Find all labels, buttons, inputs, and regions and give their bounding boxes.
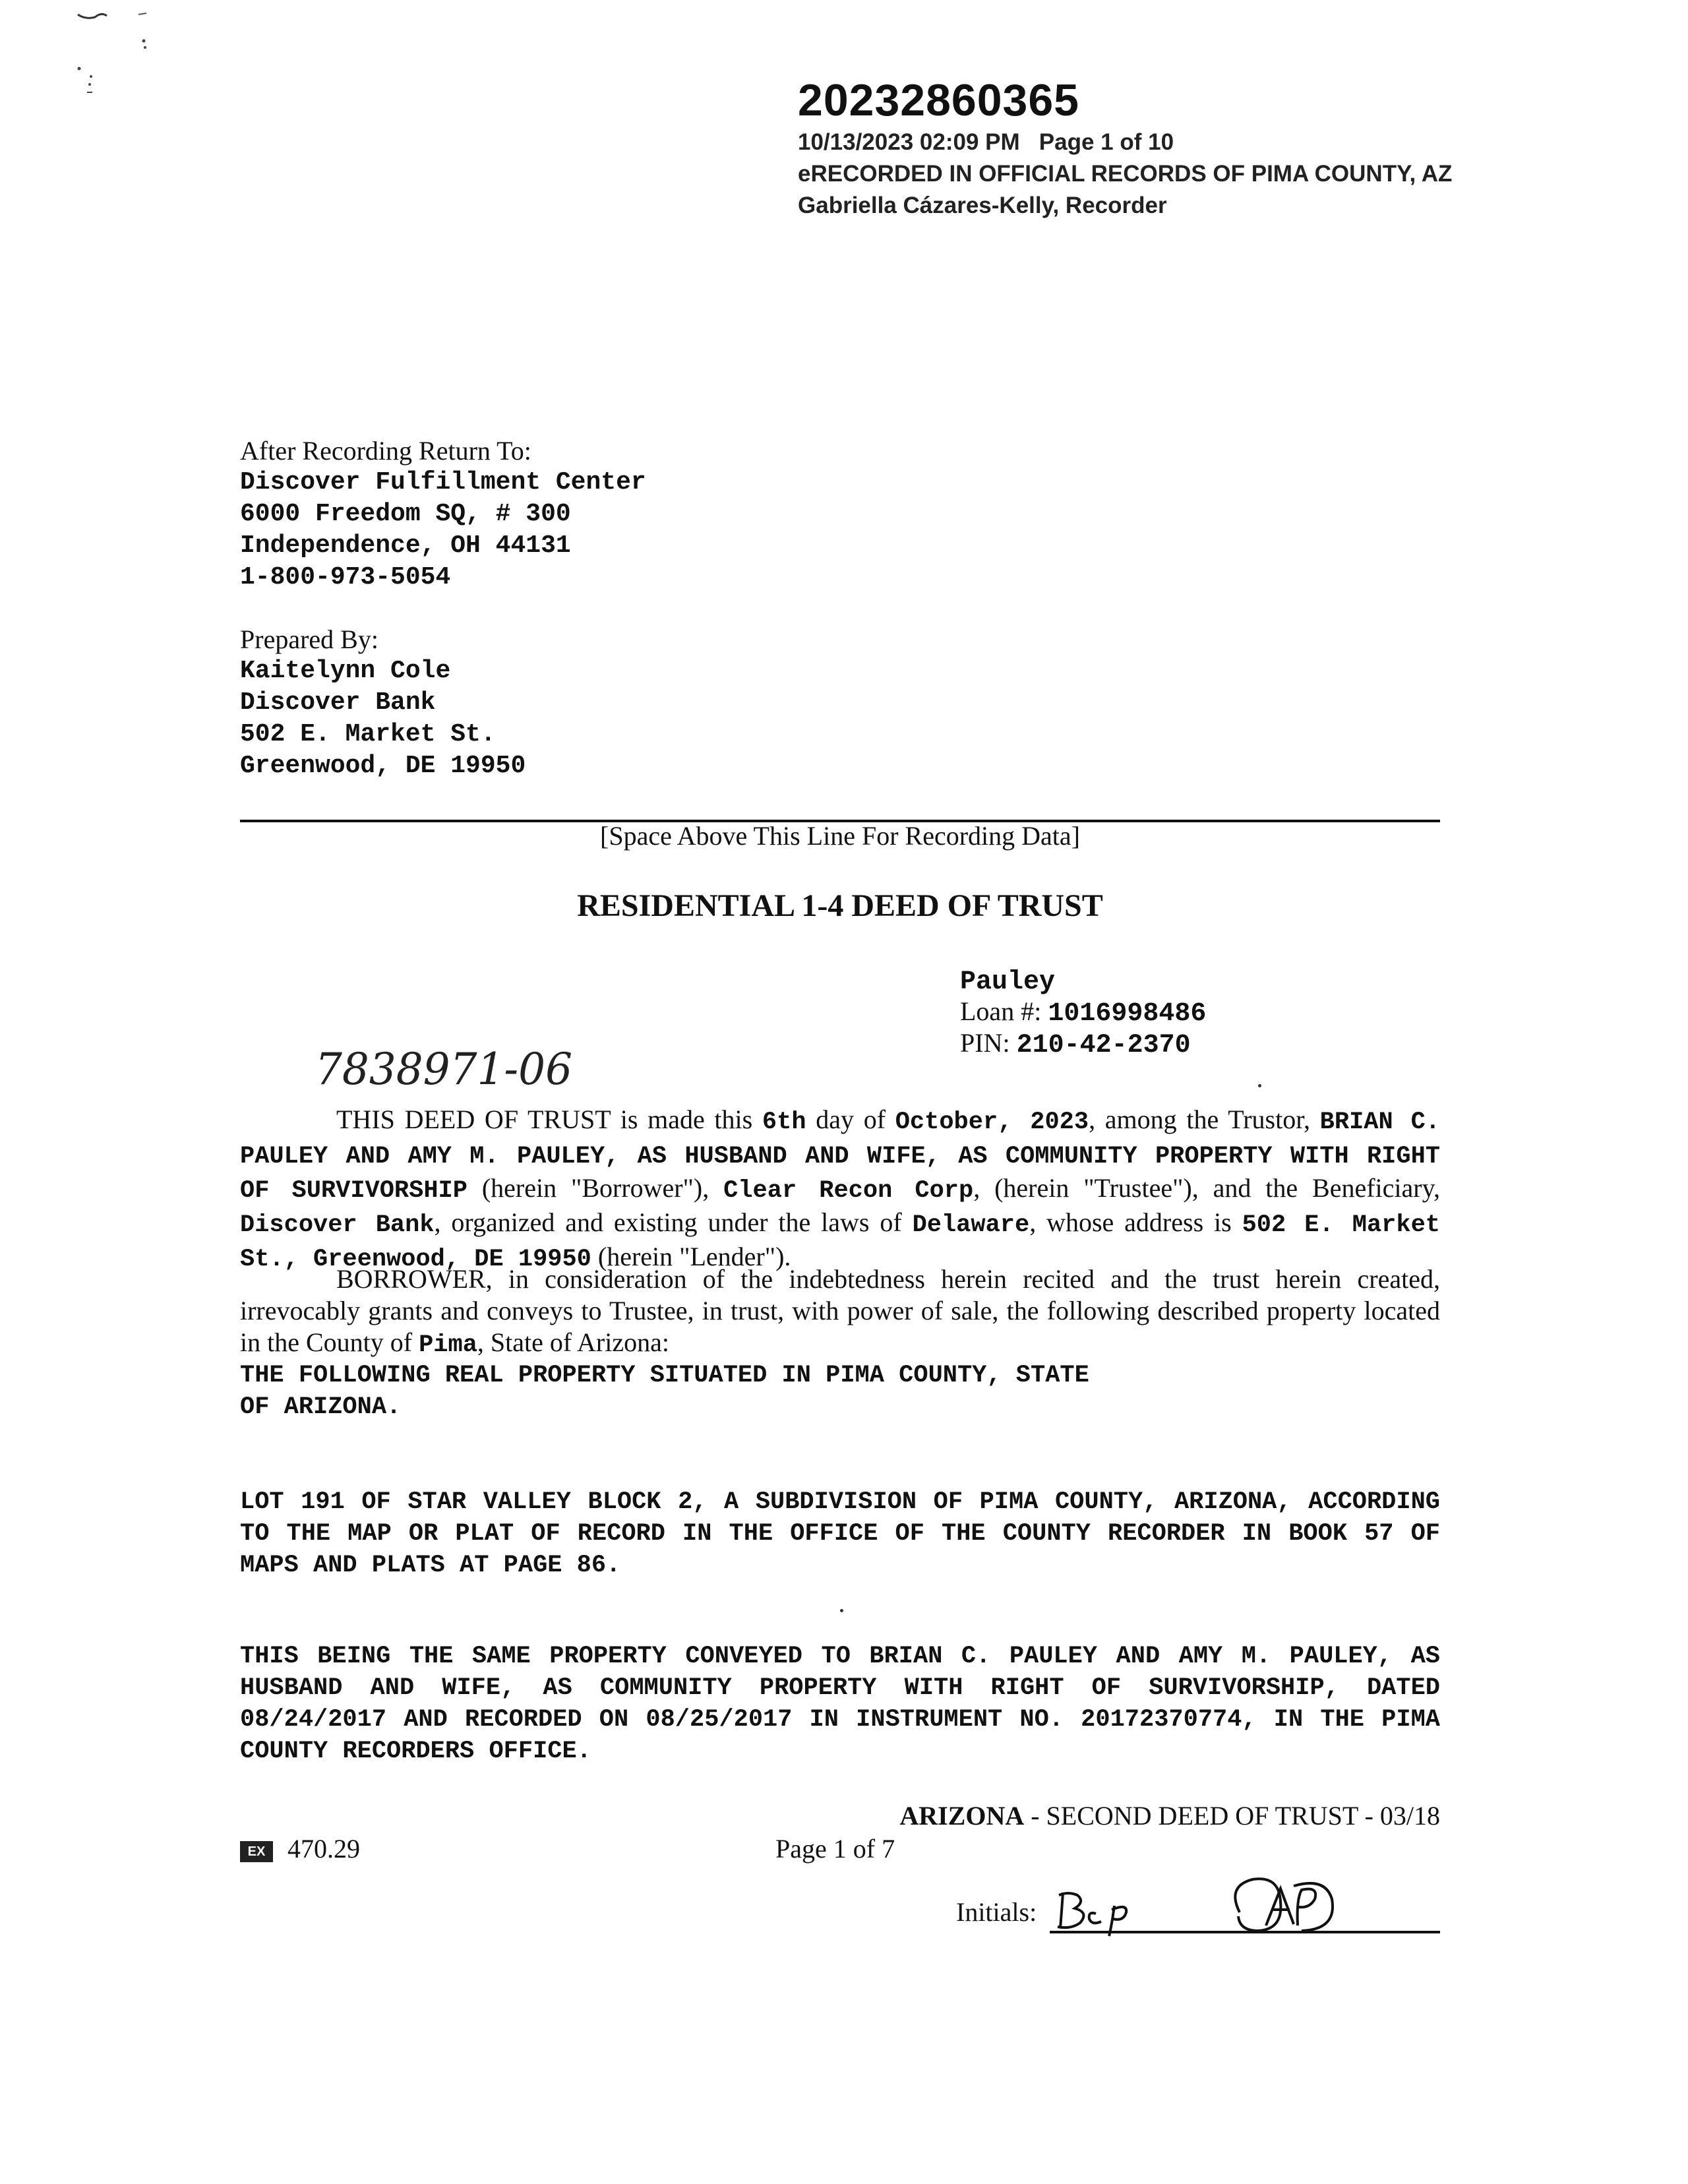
form-name: - SECOND DEED OF TRUST - 03/18: [1024, 1801, 1440, 1831]
loan-label: Loan #:: [960, 996, 1048, 1026]
loan-number: 1016998486: [1048, 999, 1207, 1029]
p1-text: (herein "Lender").: [591, 1242, 791, 1271]
return-line: Independence, OH 44131: [240, 531, 571, 560]
prepared-label: Prepared By:: [240, 624, 378, 654]
p1-text: , whose address is: [1029, 1207, 1242, 1237]
pin-number: 210-42-2370: [1016, 1031, 1191, 1060]
prepared-line: Discover Bank: [240, 688, 436, 717]
form-code: 470.29: [287, 1834, 360, 1864]
p1-text: , (herein "Trustee"), and the Beneficiary,: [973, 1173, 1440, 1203]
form-state: ARIZONA: [899, 1801, 1025, 1831]
document-title: RESIDENTIAL 1-4 DEED OF TRUST: [577, 888, 1103, 923]
loan-info: [960, 968, 1206, 1060]
form-code-block: [240, 1833, 360, 1865]
return-line: 1-800-973-5054: [240, 563, 451, 592]
property-description: THE FOLLOWING REAL PROPERTY SITUATED IN PIMA COUNTY, STATE OF ARIZONA.: [240, 1362, 1089, 1421]
page-number: Page 1 of 7: [775, 1834, 895, 1864]
property-description: LOT 191 OF STAR VALLEY BLOCK 2, A SUBDIVISION OF PIMA COUNTY, ARIZONA, ACCORDING TO THE MAP OR PLAT OF RECORD IN THE OFFICE OF THE COUNTY RECORDER IN BOOK 57 OF MAPS AND PLATS AT PAGE 86.: [240, 1488, 1440, 1579]
form-title: [791, 1800, 1440, 1832]
p1-text: , organized and existing under the laws of: [434, 1207, 913, 1237]
return-line: 6000 Freedom SQ, # 300: [240, 500, 571, 528]
p1-text: day of: [806, 1105, 895, 1134]
document-number: 20232860365: [798, 75, 1080, 125]
beneficiary-name: Discover Bank: [240, 1211, 435, 1239]
space-note: [Space Above This Line For Recording Data]: [600, 821, 1080, 851]
p1-text: (herein "Borrower"),: [467, 1173, 724, 1203]
handwritten-number-text: 7838971-06: [315, 1044, 572, 1095]
handwritten-number: [315, 1043, 579, 1096]
form-software-icon: EX: [240, 1841, 273, 1862]
return-line: Discover Fulfillment Center: [240, 468, 646, 497]
recording-office: eRECORDED IN OFFICIAL RECORDS OF PIMA COUNTY, AZ: [798, 161, 1453, 187]
scan-marks: [73, 0, 171, 112]
scan-dot: [840, 1609, 843, 1612]
recorder-name: Gabriella Cázares-Kelly, Recorder: [798, 193, 1167, 218]
p2-text: BORROWER, in consideration of the indebtedness herein recited and the trust herein created, irrevocably grants and conveys to Trustee, in trust, with power of sale, the following described property located in the County of: [240, 1264, 1440, 1357]
recording-stamp: [798, 74, 1452, 222]
handwritten-initials: [1048, 1873, 1418, 1939]
trustee-name: Clear Recon Corp: [723, 1177, 974, 1205]
deed-paragraph-2: [240, 1263, 1440, 1361]
p2-text: , State of Arizona:: [477, 1327, 669, 1357]
prepared-line: Kaitelynn Cole: [240, 657, 451, 685]
deed-day: 6th: [762, 1108, 806, 1136]
prepared-line: Greenwood, DE 19950: [240, 752, 526, 780]
prepared-by-block: [240, 624, 526, 782]
scan-dot: [1258, 1084, 1261, 1087]
return-label: After Recording Return To:: [240, 436, 531, 466]
property-county: Pima: [419, 1331, 477, 1359]
governing-state: Delaware: [912, 1211, 1030, 1239]
deed-paragraph-1: [240, 1104, 1440, 1275]
deed-date: October, 2023: [895, 1108, 1089, 1136]
property-description: THIS BEING THE SAME PROPERTY CONVEYED TO BRIAN C. PAULEY AND AMY M. PAULEY, AS HUSBAND AND WIFE, AS COMMUNITY PROPERTY WITH RIGHT OF SURVIVORSHIP, DATED 08/24/2017 AND RECORDED ON 08/25/2017 IN INSTRUMENT NO. 20172370774, IN THE PIMA COUNTY RECORDERS OFFICE.: [240, 1643, 1440, 1765]
prepared-line: 502 E. Market St.: [240, 720, 496, 748]
borrower-surname: Pauley: [960, 967, 1056, 997]
p1-text: THIS DEED OF TRUST is made this: [336, 1105, 762, 1134]
recording-timestamp: 10/13/2023 02:09 PM Page 1 of 10: [798, 129, 1174, 155]
lender-address: 502 E. Market St., Greenwood, DE 19950: [240, 1211, 1440, 1273]
pin-label: PIN:: [960, 1028, 1017, 1058]
p1-text: , among the Trustor,: [1089, 1105, 1320, 1134]
return-address-block: [240, 435, 646, 593]
initials-label: Initials:: [956, 1897, 1037, 1927]
trustor-names: BRIAN C. PAULEY AND AMY M. PAULEY, AS HUSBAND AND WIFE, AS COMMUNITY PROPERTY WITH RIGHT OF SURVIVORSHIP: [240, 1108, 1440, 1205]
